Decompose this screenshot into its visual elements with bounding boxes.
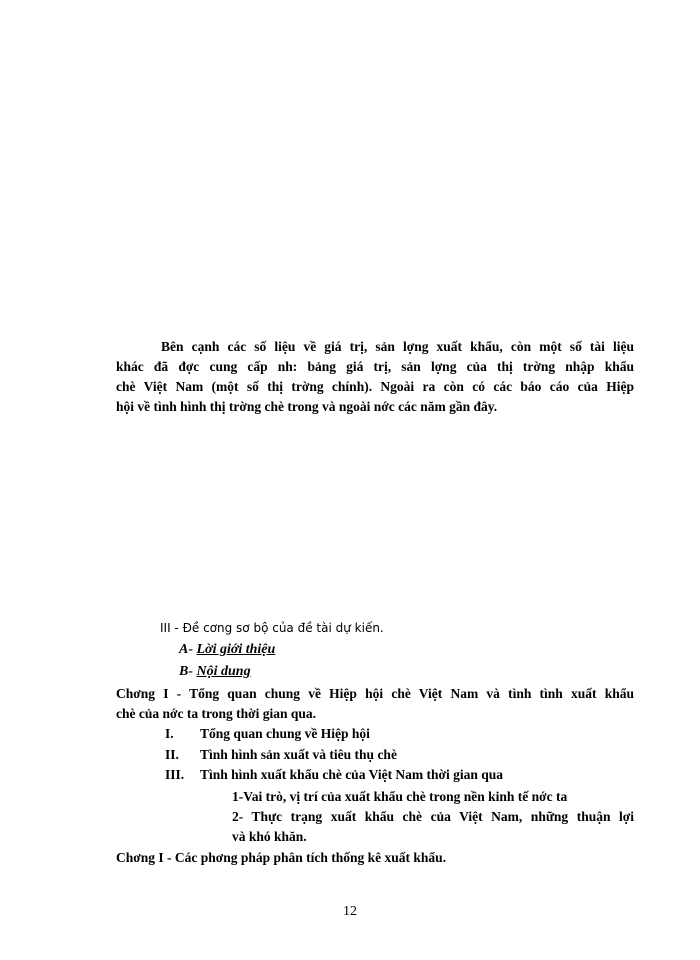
sub-item-2: 2- Thực trạng xuất khẩu chè của Việt Nam, những thuận lợi [232, 809, 634, 824]
sub-item-2-cont: và khó khăn. [232, 829, 307, 844]
intro-line-4: hội về tình hình thị trờng chè trong và ngoài nớc các năm gần đây. [116, 399, 498, 414]
chapter-1 [116, 684, 634, 724]
chapter-2: Chơng I - Các phơng pháp phân tích thống kê xuất khẩu. [116, 850, 447, 865]
page-number: 12 [343, 904, 357, 919]
part-a-label: Lời giới thiệu [196, 642, 276, 657]
part-b-prefix: B- [179, 664, 197, 679]
part-b-label: Nội dung [196, 664, 251, 679]
intro-paragraph [116, 337, 634, 417]
intro-line-3: chè Việt Nam (một số thị trờng chính). Ngoài ra còn có các báo cáo của Hiệp [116, 379, 634, 394]
roman-text-2: Tình hình sản xuất và tiêu thụ chè [200, 747, 397, 762]
sub-items [232, 787, 634, 847]
chapter-1-line-1: Chơng I - Tổng quan chung về Hiệp hội chè Việt Nam và tình tình xuất khẩu [116, 686, 634, 701]
chapter-1-line-2: chè của nớc ta trong thời gian qua. [116, 706, 316, 721]
sub-item-1: 1-Vai trò, vị trí của xuất khẩu chè trong nền kinh tế nớc ta [232, 789, 568, 804]
intro-line-1: Bên cạnh các số liệu về giá trị, sản lợng xuất khẩu, còn một số tài liệu [161, 339, 634, 354]
part-a-heading [179, 642, 275, 658]
roman-text-1: Tổng quan chung về Hiệp hội [200, 726, 370, 741]
roman-item-2 [165, 747, 397, 763]
intro-line-2: khác đã đợc cung cấp nh: bảng giá trị, sản lợng của thị trờng nhập khẩu [116, 359, 634, 374]
roman-num-3: III. [165, 767, 185, 782]
part-b-heading [179, 664, 251, 680]
roman-item-3 [165, 767, 503, 783]
section-title: III - Đề cơng sơ bộ của đề tài dự kiến. [160, 621, 384, 635]
roman-num-2: II. [165, 747, 179, 762]
roman-num-1: I. [165, 726, 174, 741]
roman-item-1 [165, 726, 370, 742]
roman-text-3: Tình hình xuất khẩu chè của Việt Nam thời gian qua [200, 767, 504, 782]
part-a-prefix: A- [179, 642, 197, 657]
